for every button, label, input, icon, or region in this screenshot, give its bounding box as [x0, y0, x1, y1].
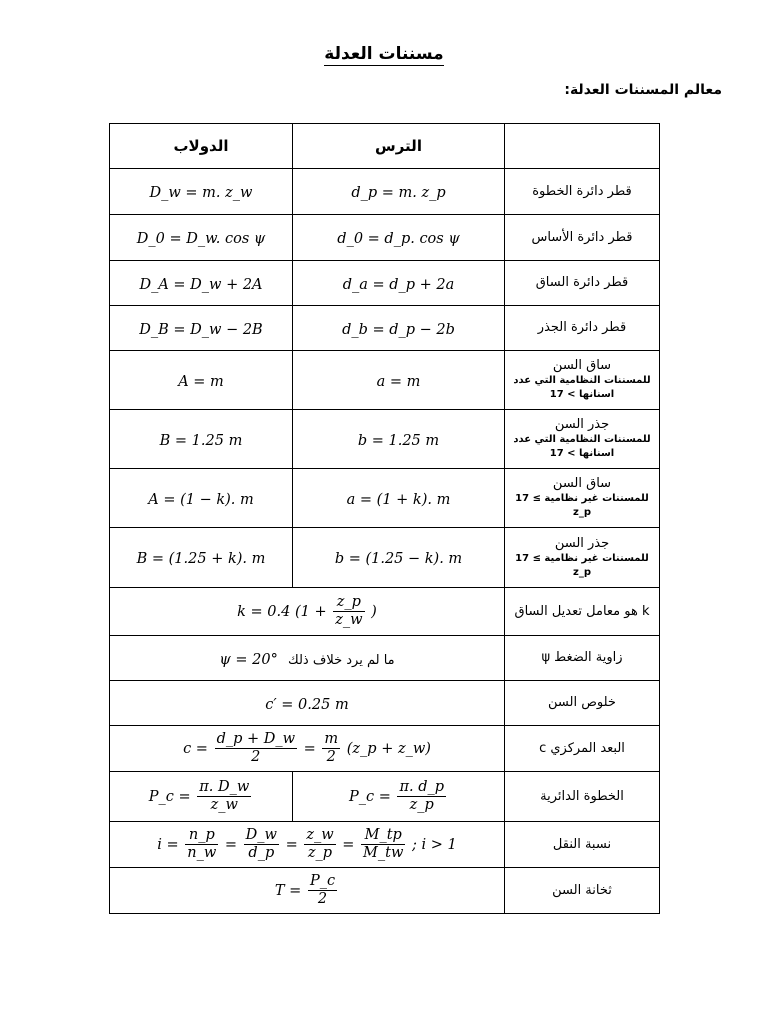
pinion-formula: d_b = d_p − 2b	[342, 321, 455, 338]
fraction: $\frac{m}{2}$	[324, 731, 339, 765]
table-row	[110, 636, 660, 681]
row-label: k هو معامل تعديل الساق	[505, 588, 660, 636]
fraction: $\frac{z\_w}{z\_p}$	[306, 827, 334, 861]
fraction: $\frac{\pi. D\_w}{z\_w}$	[199, 779, 250, 813]
row-label: ساق السن	[552, 358, 612, 373]
row-label: جذر السن	[554, 535, 610, 551]
wheel-formula: D_0 = D_w. cos ψ	[136, 231, 266, 247]
table-row	[110, 169, 660, 215]
table-row	[110, 868, 660, 914]
clearance-formula: c′ = 0.25 m	[265, 696, 349, 713]
row-label: نسبة النقل	[505, 822, 660, 868]
pinion-formula: d_a = d_p + 2a	[342, 276, 455, 293]
k-formula: k = 0.4 (1 + $\frac{z\_p}{z\_w}$ )	[237, 594, 377, 628]
page-title: مسننات العدلة	[324, 44, 444, 64]
ratio-formula: i = $\frac{n\_p}{n\_w}$ = $\frac{D\_w}{d\_p}$ = $\frac{z\_w}{z\_p}$ = $\frac{M\_tp}{M\_tw}$ ; i > 1	[157, 827, 457, 861]
fraction: $\frac{d\_p + D\_w}{2}$	[216, 731, 296, 765]
wheel-formula: A = (1 − k). m	[148, 491, 254, 508]
table-row	[110, 681, 660, 726]
table-row	[110, 306, 660, 351]
row-label: الخطوة الدائرية	[505, 772, 660, 822]
row-note: للمسننات النظامية التي عدد اسنانها > 17	[513, 375, 651, 400]
row-label: خلوص السن	[505, 681, 660, 726]
wheel-formula: P_c = $\frac{\pi. D\_w}{z\_w}$	[148, 779, 250, 813]
fraction: $\frac{\pi. d\_p}{z\_p}$	[399, 779, 445, 813]
row-label: زاوية الضغط ψ	[505, 636, 660, 681]
wheel-formula: D_A = D_w + 2A	[139, 276, 263, 293]
fraction: $\frac{z\_p}{z\_w}$	[335, 594, 363, 628]
table-row	[110, 726, 660, 772]
table-row	[110, 822, 660, 868]
center-distance-formula: c = $\frac{d\_p + D\_w}{2}$ = $\frac{m}{2}$ (z_p + z_w)	[183, 731, 431, 765]
header-blank	[505, 124, 660, 169]
pinion-formula: b = (1.25 − k). m	[334, 551, 463, 567]
row-label: قطر دائرة الخطوة	[505, 169, 660, 215]
wheel-formula: B = 1.25 m	[159, 432, 243, 449]
gear-parameters-table	[109, 123, 660, 914]
row-label: قطر دائرة الأساس	[505, 215, 660, 261]
row-label: ساق السن	[552, 476, 612, 491]
row-note: للمسننات غير نظامية ≥ 17 z_p	[515, 493, 649, 518]
row-label: ثخانة السن	[505, 868, 660, 914]
table-row	[110, 410, 660, 469]
thickness-formula: T = $\frac{P\_c}{2}$	[274, 873, 336, 907]
formula-note: ما لم يرد خلاف ذلك	[288, 652, 395, 668]
wheel-formula: B = (1.25 + k). m	[136, 551, 266, 567]
table-row	[110, 469, 660, 528]
pressure-angle-formula: ψ = 20°	[219, 651, 278, 668]
row-label: قطر دائرة الجذر	[505, 306, 660, 351]
fraction: $\frac{M\_tp}{M\_tw}$	[363, 827, 404, 861]
section-subtitle: معالم المسننات العدلة:	[564, 82, 722, 98]
row-label: جذر السن	[554, 417, 610, 432]
table-row	[110, 215, 660, 261]
table-row	[110, 351, 660, 410]
wheel-formula: A = m	[178, 373, 224, 390]
fraction: $\frac{D\_w}{d\_p}$	[245, 827, 277, 861]
pinion-formula: a = m	[376, 373, 421, 390]
pinion-formula: P_c = $\frac{\pi. d\_p}{z\_p}$	[348, 779, 445, 813]
header-wheel: الدولاب	[110, 124, 293, 169]
pinion-formula: d_p = m. z_p	[351, 185, 446, 201]
table-row	[110, 528, 660, 588]
fraction: $\frac{n\_p}{n\_w}$	[187, 827, 217, 861]
fraction: $\frac{P\_c}{2}$	[309, 873, 336, 907]
table-row	[110, 588, 660, 636]
pinion-formula: a = (1 + k). m	[346, 491, 451, 508]
header-pinion: الترس	[293, 124, 505, 169]
wheel-formula: D_B = D_w − 2B	[139, 321, 263, 338]
row-label: قطر دائرة الساق	[505, 261, 660, 306]
row-label: البعد المركزي c	[505, 726, 660, 772]
header-row	[110, 124, 660, 169]
table-row	[110, 772, 660, 822]
table-row	[110, 261, 660, 306]
wheel-formula: D_w = m. z_w	[149, 185, 253, 201]
pinion-formula: b = 1.25 m	[357, 432, 440, 449]
row-note: للمسننات غير نظامية ≥ 17 z_p	[515, 552, 649, 578]
row-note: للمسننات النظامية التي عدد اسنانها > 17	[513, 434, 651, 459]
pinion-formula: d_0 = d_p. cos ψ	[337, 231, 460, 247]
